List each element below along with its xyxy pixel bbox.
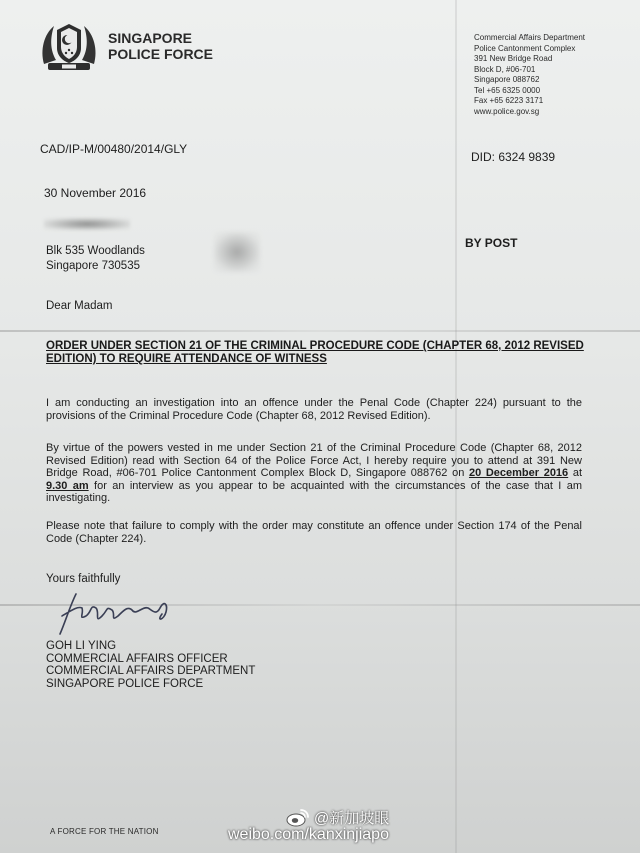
address-line: Singapore 088762	[474, 75, 540, 84]
watermark-handle-row	[286, 806, 389, 828]
delivery-method: BY POST	[465, 236, 518, 250]
appointment-date: 20 December 2016	[468, 467, 569, 479]
watermark-url: weibo.com/kanxinjiapo	[228, 826, 389, 843]
address-line: 391 New Bridge Road	[474, 54, 553, 63]
paper-fold	[455, 0, 457, 853]
address-line: Commercial Affairs Department	[474, 33, 585, 42]
signatory-name: GOH LI YING	[46, 640, 117, 652]
body-paragraph: I am conducting an investigation into an offence under the Penal Code (Chapter 224) pursuant to the provisions of the Criminal Procedure Code (Chapter 68, 2012 Revised Edition).	[46, 397, 582, 422]
paper-fold	[0, 330, 640, 332]
appointment-time: 9.30 am	[46, 479, 89, 492]
redacted-mark	[214, 232, 260, 272]
paragraph-text: at	[568, 467, 583, 479]
address-line: Fax +65 6223 3171	[474, 96, 544, 105]
org-name-line: POLICE FORCE	[108, 46, 214, 62]
direct-line: DID: 6324 9839	[471, 150, 556, 164]
salutation: Dear Madam	[46, 300, 113, 312]
signatory-organisation: SINGAPORE POLICE FORCE	[46, 677, 204, 690]
address-line: Block D, #06-701	[474, 64, 536, 74]
signatory-department: COMMERCIAL AFFAIRS DEPARTMENT	[46, 665, 256, 677]
police-crest-icon	[38, 20, 100, 72]
address-line: Tel +65 6325 0000	[474, 85, 541, 95]
letterhead-org-name	[108, 30, 213, 62]
handwritten-signature	[56, 586, 176, 638]
letter-date: 30 November 2016	[44, 186, 147, 200]
paragraph-text: for an interview as you appear to be acquainted with the circumstances of the case that I am investigating.	[46, 479, 582, 504]
watermark-handle: @新加坡眼	[314, 809, 390, 827]
letter-subject: ORDER UNDER SECTION 21 OF THE CRIMINAL PROCEDURE CODE (CHAPTER 68, 2012 REVISED EDITION) TO REQUIRE ATTENDANCE OF WITNESS	[46, 340, 584, 365]
paragraph-text: By virtue of the powers vested in me under Section 21 of the Criminal Procedure Code (Chapter 68, 2012 Revised Edition) read with Section 64 of the Police Force Act, I hereby require you to attend at 391 New Bridge Road, #06-701 Police Cantonment Complex Block D, Singapore 088762 on	[46, 442, 582, 479]
letterhead-address	[474, 33, 585, 117]
recipient-address	[46, 244, 145, 274]
closing: Yours faithfully	[46, 573, 121, 585]
weibo-logo-icon	[286, 807, 310, 827]
reference-number: CAD/IP-M/00480/2014/GLY	[40, 142, 188, 156]
recipient-line: Singapore 730535	[46, 260, 140, 272]
redacted-name	[44, 218, 130, 230]
address-line: Police Cantonment Complex	[474, 43, 576, 53]
body-paragraph	[46, 442, 582, 505]
org-name-line: SINGAPORE	[108, 30, 193, 46]
signatory-title: COMMERCIAL AFFAIRS OFFICER	[46, 652, 228, 665]
recipient-line: Blk 535 Woodlands	[46, 245, 145, 257]
address-line: www.police.gov.sg	[474, 106, 540, 116]
body-paragraph: Please note that failure to comply with the order may constitute an offence under Section 174 of the Penal Code (Chapter 224).	[46, 520, 582, 545]
footer-motto: A FORCE FOR THE NATION	[50, 827, 159, 836]
signatory-block	[46, 640, 255, 690]
